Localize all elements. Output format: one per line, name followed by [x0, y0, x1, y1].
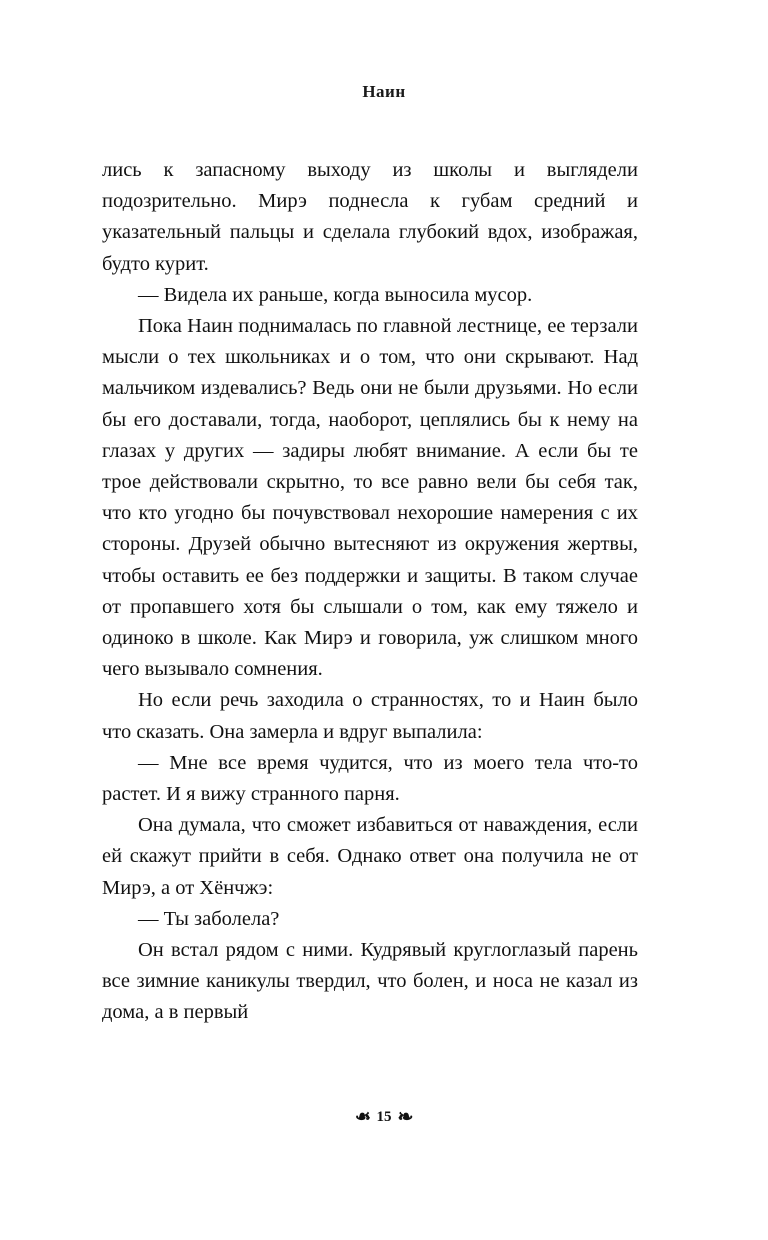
paragraph: Но если речь заходила о странностях, то и Наин было что сказать. Она замерла и вдруг выпалила:: [102, 689, 638, 743]
paragraph: — Ты заболела?: [138, 907, 280, 930]
body-text: [102, 155, 638, 1029]
page-footer: [0, 1108, 768, 1128]
folio: [355, 1108, 414, 1127]
ornament-icon: ❧: [354, 1107, 371, 1128]
ornament-icon: ❧: [397, 1107, 414, 1128]
running-head: Наин: [362, 82, 406, 101]
paragraph: — Видела их раньше, когда выносила мусор.: [138, 283, 533, 306]
paragraph: Пока Наин поднималась по главной лестнице, ее терзали мысли о тех школьниках и о том, что они скрывают. Над мальчиком издевались? Ведь они не были друзьями. Но если бы его доставали, тогда, наоборот, цеплялись бы к нему на глазах у других — задиры любят внимание. А если бы те трое действовали скрытно, то все равно вели бы себя так, что кто угодно бы почувствовал нехорошие намерения с их стороны. Друзей обычно вытесняют из окружения жертвы, чтобы оставить ее без поддержки и защиты. В таком случае от пропавшего хотя бы слышали о том, как ему тяжело и одиноко в школе. Как Мирэ и говорила, уж слишком много чего вызывало сомнения.: [102, 315, 638, 681]
paragraph: Она думала, что сможет избавиться от наваждения, если ей скажут прийти в себя. Однако ответ она получила не от Мирэ, а от Хёнчжэ:: [102, 814, 638, 899]
page-number: 15: [376, 1109, 392, 1125]
paragraph: — Мне все время чудится, что из моего тела что-то растет. И я вижу странного парня.: [102, 751, 638, 806]
paragraph: лись к запасному выходу из школы и выглядели подозрительно. Мирэ поднесла к губам средний и указательный пальцы и сделала глубокий вдох, изображая, будто курит.: [102, 159, 638, 275]
paragraph: Он встал рядом с ними. Кудрявый круглоглазый парень все зимние каникулы твердил, что болен, и носа не казал из дома, а в первый: [102, 939, 638, 1024]
